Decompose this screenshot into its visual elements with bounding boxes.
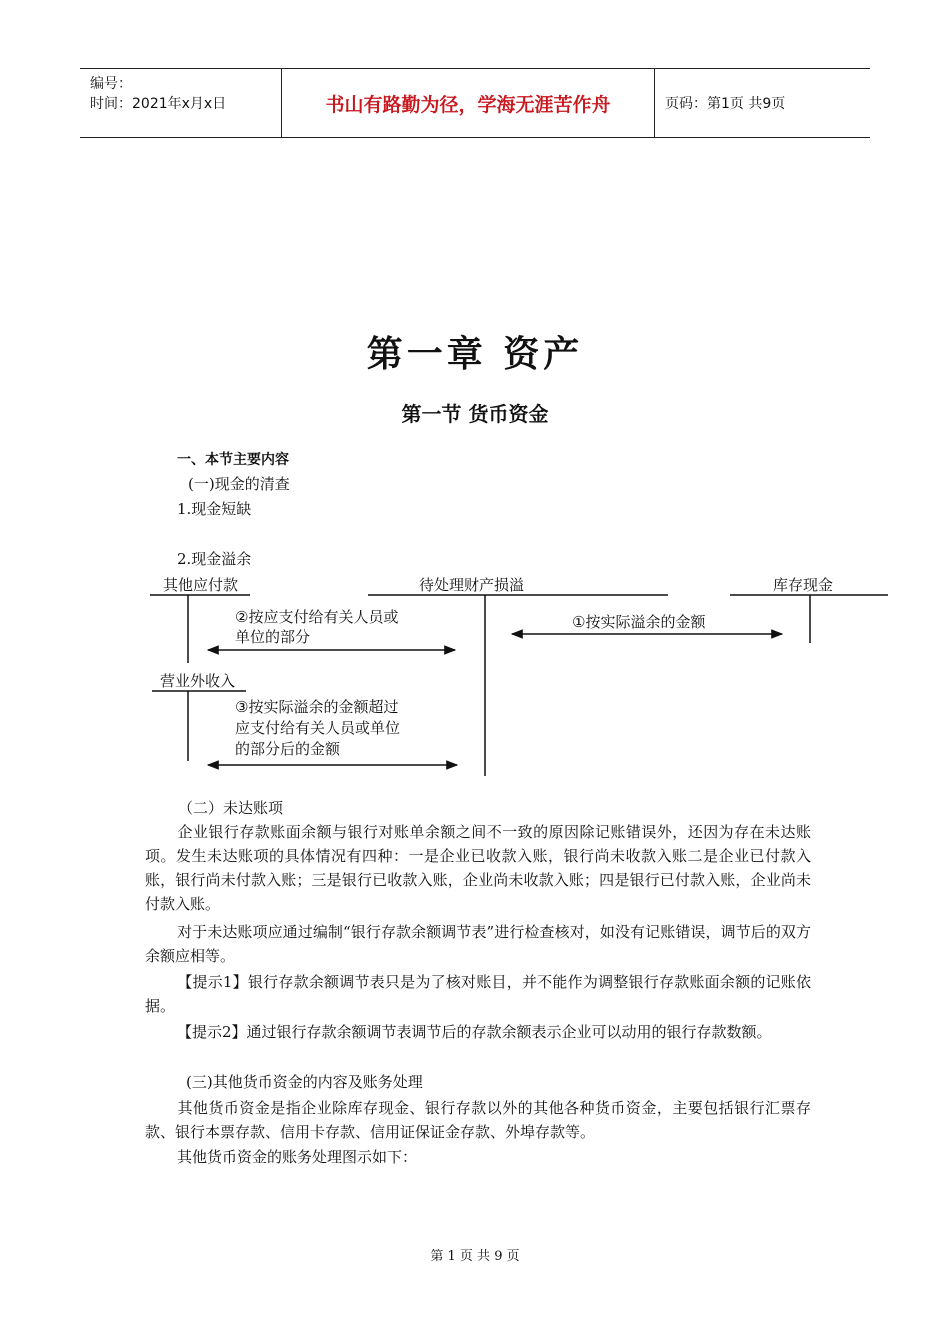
step2-line1: ②按应支付给有关人员或 <box>235 608 399 626</box>
step3-line2: 应支付给有关人员或单位 <box>235 719 401 737</box>
step2-line2: 单位的部分 <box>235 628 311 646</box>
header-meta-cell <box>80 69 282 137</box>
s2-heading: （二）未达账项 <box>178 799 284 817</box>
account-pending-losses: 待处理财产损溢 <box>419 576 525 594</box>
s2-p1-text: 企业银行存款账面余额与银行对账单余额之间不一致的原因除记账错误外，还因为存在未达账项。发生未达账项的具体情况有四种：一是企业已收款入账，银行尚未收款入账二是企业已付款入账，银行尚未付款入账；三是银行已收款入账，企业尚未收款入账；四是银行已付款入账，企业尚未付款入账。 <box>145 823 811 913</box>
s3-paragraph-1 <box>145 1096 811 1144</box>
s2-paragraph-2 <box>145 920 811 968</box>
tip-1 <box>145 970 811 1018</box>
section-title: 第一节 货币资金 <box>401 402 549 426</box>
s3-p1-text: 其他货币资金是指企业除库存现金、银行存款以外的其他各种货币资金，主要包括银行汇票存款、银行本票存款、信用卡存款、信用证保证金存款、外埠存款等。 <box>145 1099 811 1141</box>
step1-label: ①按实际溢余的金额 <box>572 613 706 631</box>
s3-heading: (三)其他货币资金的内容及账务处理 <box>186 1073 423 1091</box>
s3-paragraph-2 <box>145 1145 811 1169</box>
page-footer: 第 1 页 共 9 页 <box>430 1249 520 1264</box>
number-label: 编号： <box>90 76 132 92</box>
tip-1-text: 银行存款余额调节表只是为了核对账目，并不能作为调整银行存款账面余额的记账依据。 <box>145 973 811 1015</box>
step3-line1: ③按实际溢余的金额超过 <box>235 698 399 716</box>
s2-p2-text: 对于未达账项应通过编制“银行存款余额调节表”进行检查核对，如没有记账错误，调节后的双方余额应相等。 <box>145 923 811 965</box>
header-table <box>80 68 870 138</box>
outline-heading: 一、本节主要内容 <box>177 452 289 468</box>
outline-cash-shortage: 1.现金短缺 <box>177 500 252 518</box>
tip-2-label: 【提示2】 <box>177 1023 247 1041</box>
motto: 书山有路勤为径，学海无涯苦作舟 <box>282 69 655 137</box>
account-cash-on-hand: 库存现金 <box>773 576 834 594</box>
cash-surplus-diagram <box>140 570 900 780</box>
page-info: 页码：第1页 共9页 <box>665 96 786 112</box>
s2-paragraph-1 <box>145 820 811 916</box>
tip-2 <box>145 1020 811 1044</box>
account-nonoperating-income: 营业外收入 <box>160 672 236 690</box>
outline-cash-check: (一)现金的清查 <box>188 475 290 493</box>
outline-cash-surplus: 2.现金溢余 <box>177 550 252 568</box>
time-label: 时间：2021年x月x日 <box>90 96 227 112</box>
chapter-title: 第一章 资产 <box>366 334 584 375</box>
s3-p2-text: 其他货币资金的账务处理图示如下： <box>177 1148 418 1166</box>
account-other-payables: 其他应付款 <box>163 576 239 594</box>
tip-1-label: 【提示1】 <box>177 973 248 991</box>
tip-2-text: 通过银行存款余额调节表调节后的存款余额表示企业可以动用的银行存款数额。 <box>246 1023 772 1041</box>
step3-line3: 的部分后的金额 <box>235 740 341 758</box>
